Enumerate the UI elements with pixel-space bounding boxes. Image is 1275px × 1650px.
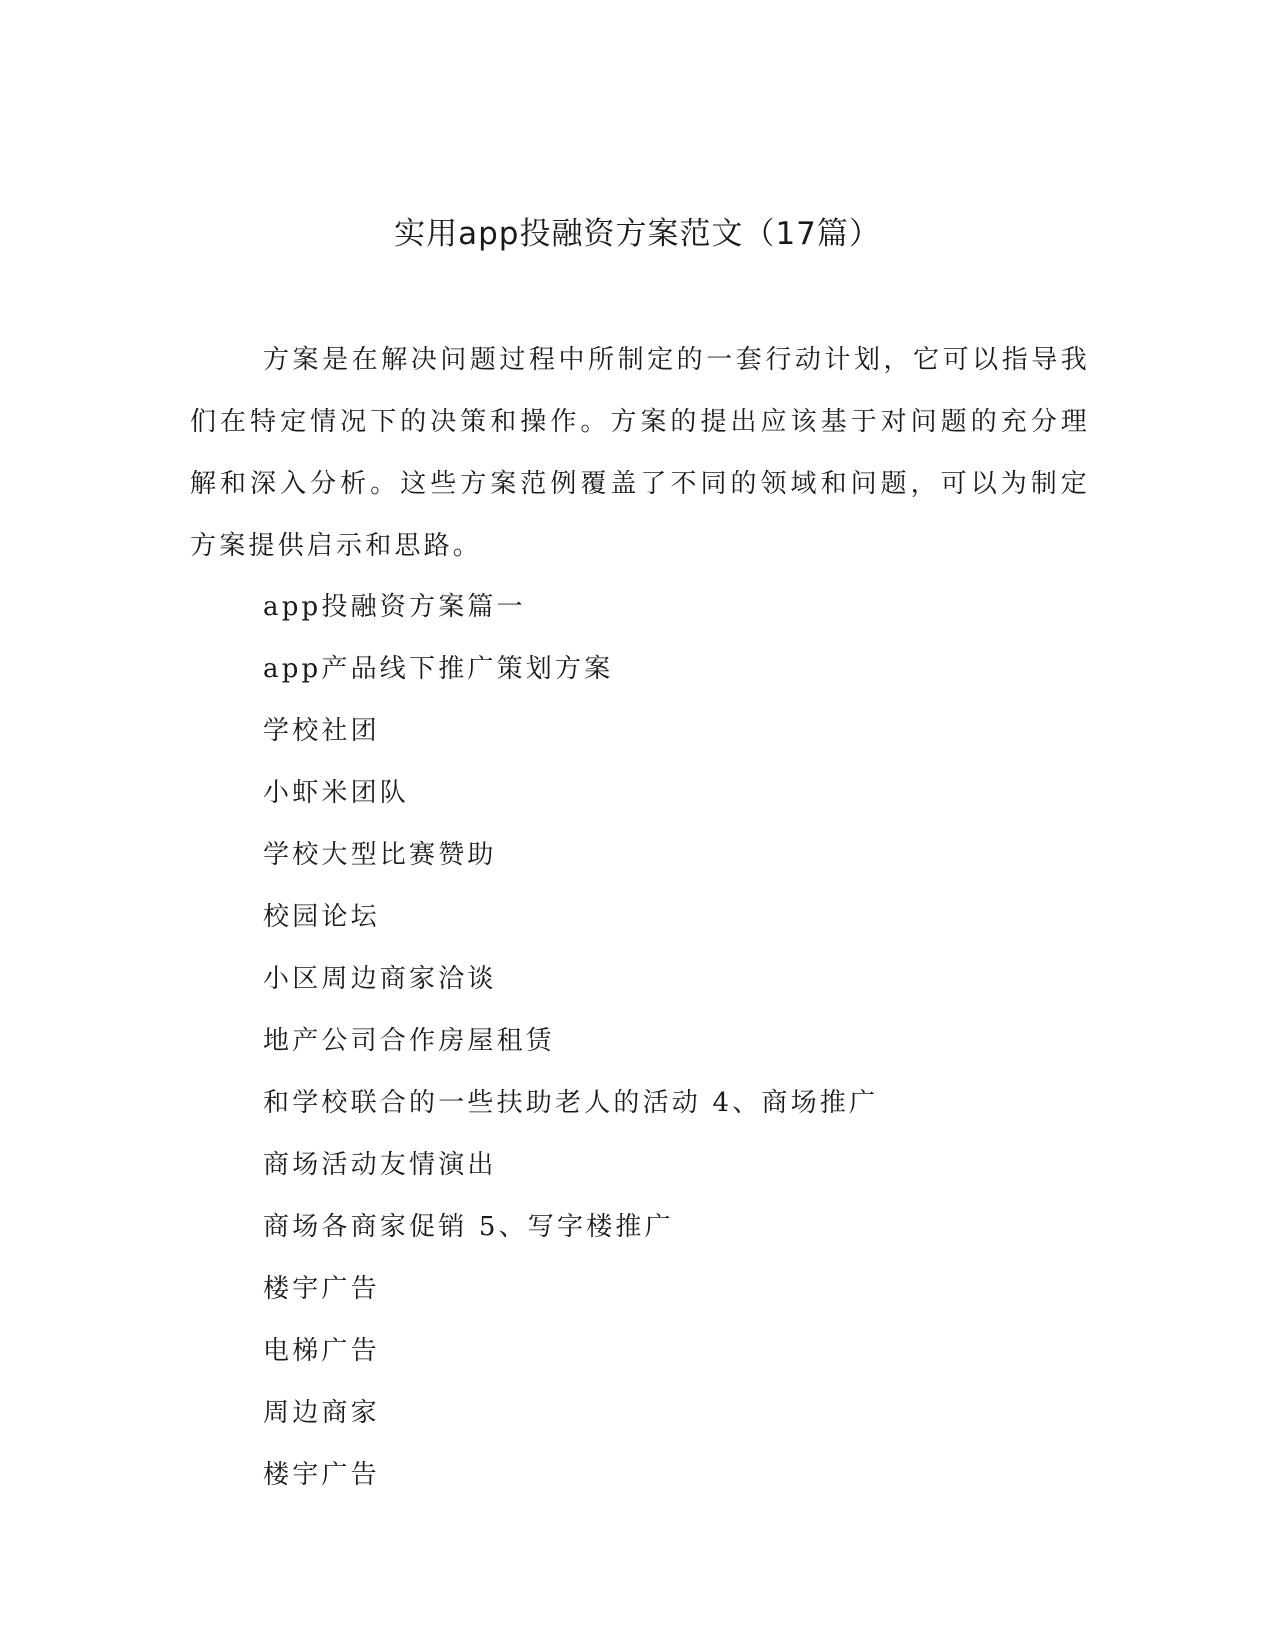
content-line: 地产公司合作房屋租赁 [263, 1026, 556, 1056]
content-line: 商场各商家促销 5、写字楼推广 [263, 1212, 674, 1242]
content-line: 楼宇广告 [263, 1274, 380, 1304]
section-heading: app投融资方案篇一 [263, 592, 526, 622]
content-line: 和学校联合的一些扶助老人的活动 4、商场推广 [263, 1088, 879, 1118]
content-line: 电梯广告 [263, 1336, 380, 1366]
content-line: 学校大型比赛赞助 [263, 840, 497, 870]
content-line: app产品线下推广策划方案 [263, 654, 614, 684]
content-line: 校园论坛 [263, 902, 380, 932]
content-line: 学校社团 [263, 716, 380, 746]
content-line: 小虾米团队 [263, 778, 410, 808]
content-line: 商场活动友情演出 [263, 1150, 497, 1180]
content-line: 楼宇广告 [263, 1460, 380, 1490]
intro-paragraph: 方案是在解决问题过程中所制定的一套行动计划，它可以指导我们在特定情况下的决策和操作。方案的提出应该基于对问题的充分理解和深入分析。这些方案范例覆盖了不同的领域和问题，可以为制定方案提供启示和思路。 [190, 345, 1090, 561]
document-title: 实用app投融资方案范文（17篇） [394, 216, 881, 252]
content-lines [263, 576, 878, 1506]
content-line: 小区周边商家洽谈 [263, 964, 497, 994]
content-line: 周边商家 [263, 1398, 380, 1428]
